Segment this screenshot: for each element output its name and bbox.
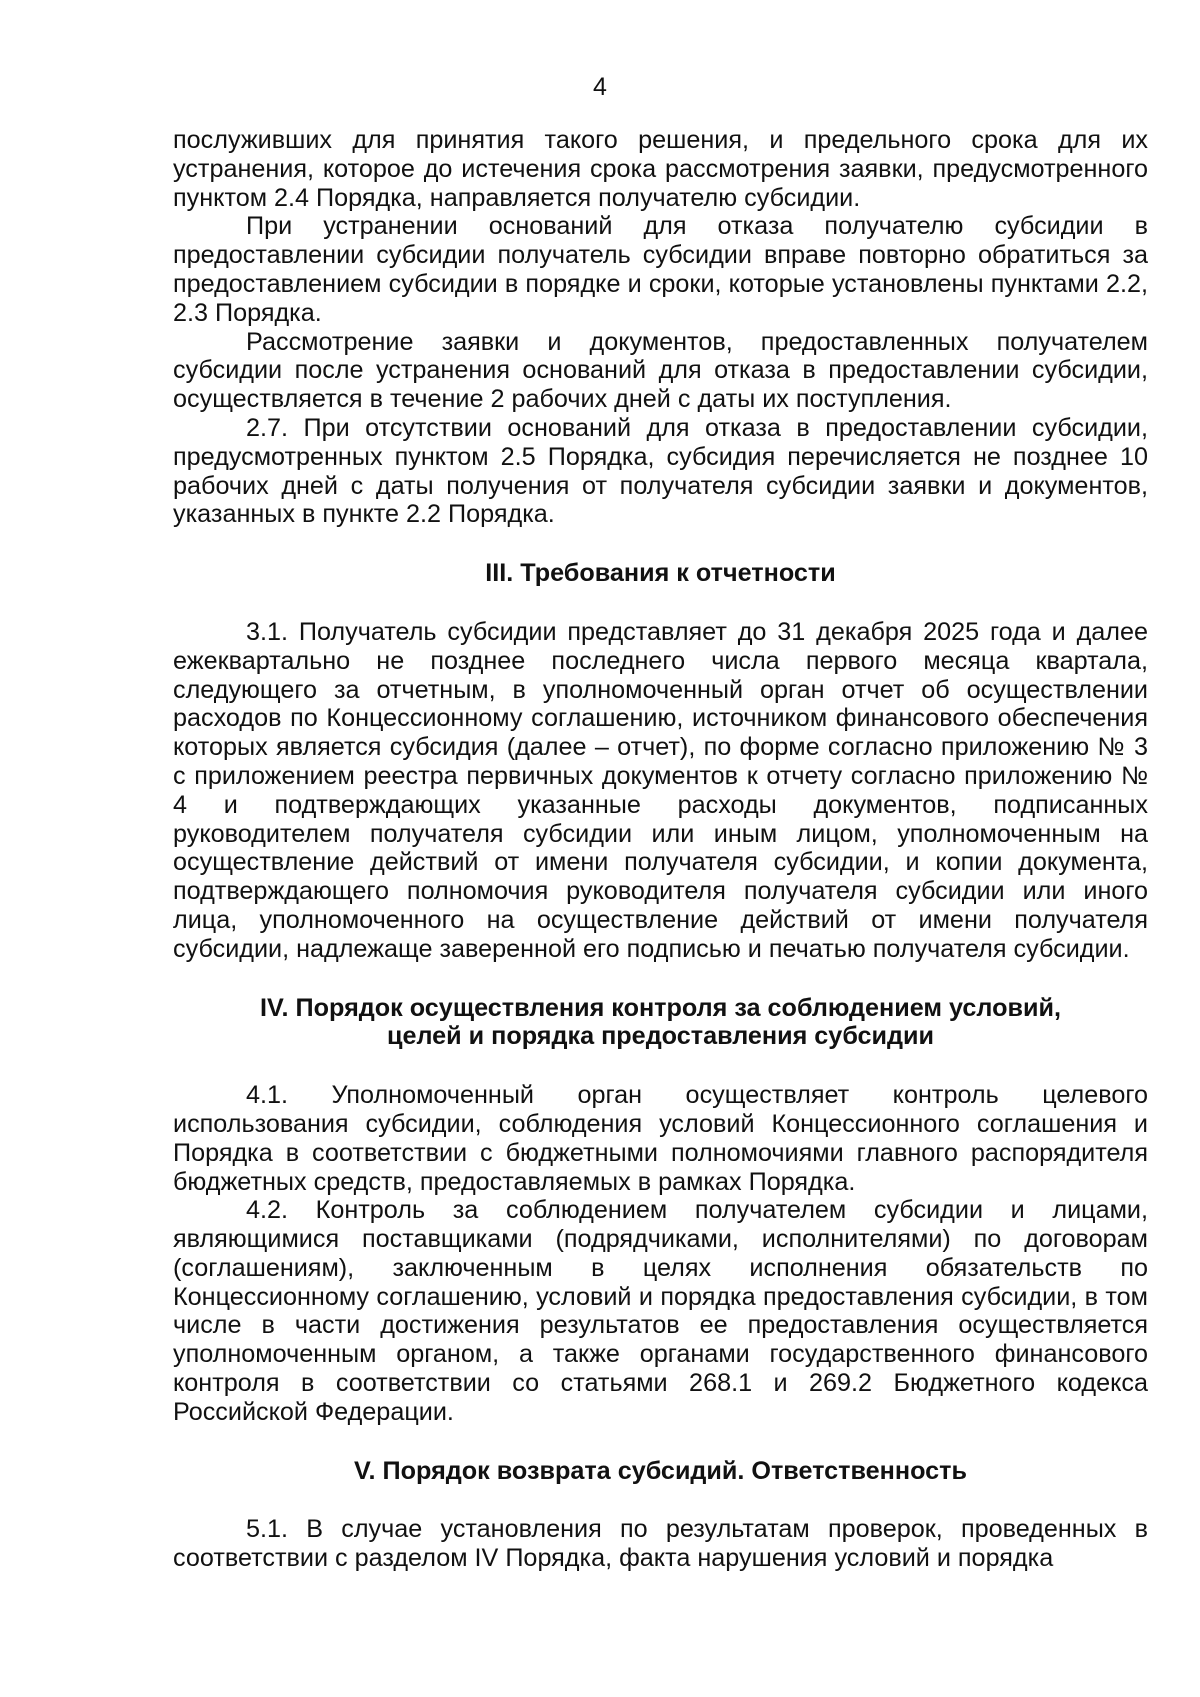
paragraph-4-2: 4.2. Контроль за соблюдением получателем субсидии и лицами, являющимися поставщиками (подрядчиками, исполнителями) по договорам (соглашениям), заключенным в целях исполнения обязательств по Концессионному соглашению, условий и порядка предоставления субсидии, в том числе в части достижения результатов ее предоставления осуществляется уполномоченным органом, а также органами государственного финансового контроля в соответствии со статьями 268.1 и 269.2 Бюджетного кодекса Российской Федерации. bbox=[173, 1196, 1148, 1426]
paragraph-4-1: 4.1. Уполномоченный орган осуществляет контроль целевого использования субсидии, соблюдения условий Концессионного соглашения и Порядка в соответствии с бюджетными полномочиями главного распорядителя бюджетных средств, предоставляемых в рамках Порядка. bbox=[173, 1081, 1148, 1196]
paragraph-continuation: послуживших для принятия такого решения, и предельного срока для их устранения, которое до истечения срока рассмотрения заявки, предусмотренного пунктом 2.4 Порядка, направляется получателю субсидии. bbox=[173, 126, 1148, 212]
section-5-heading: V. Порядок возврата субсидий. Ответственность bbox=[354, 1456, 967, 1485]
page-number: 4 bbox=[593, 73, 607, 101]
section-4-heading bbox=[173, 994, 1148, 1052]
paragraph-3-1: 3.1. Получатель субсидии представляет до 31 декабря 2025 года и далее ежеквартально не позднее последнего числа первого месяца квартала, следующего за отчетным, в уполномоченный орган отчет об осуществлении расходов по Концессионному соглашению, источником финансового обеспечения которых является субсидия (далее – отчет), по форме согласно приложению № 3 с приложением реестра первичных документов к отчету согласно приложению № 4 и подтверждающих указанные расходы документов, подписанных руководителем получателя субсидии или иным лицом, уполномоченным на осуществление действий от имени получателя субсидии, и копии документа, подтверждающего полномочия руководителя получателя субсидии или иного лица, уполномоченного на осуществление действий от имени получателя субсидии, надлежаще заверенной его подписью и печатью получателя субсидии. bbox=[173, 617, 1148, 963]
paragraph-review-period: Рассмотрение заявки и документов, предоставленных получателем субсидии после устранения оснований для отказа в предоставлении субсидии, осуществляется в течение 2 рабочих дней с даты их поступления. bbox=[173, 327, 1148, 414]
document-body bbox=[173, 126, 1148, 1573]
paragraph-resubmission: При устранении оснований для отказа получателю субсидии в предоставлении субсидии получатель субсидии вправе повторно обратиться за предоставлением субсидии в порядке и сроки, которые установлены пунктами 2.2, 2.3 Порядка. bbox=[173, 212, 1148, 327]
paragraph-2-7: 2.7. При отсутствии оснований для отказа в предоставлении субсидии, предусмотренных пунктом 2.5 Порядка, субсидия перечисляется не позднее 10 рабочих дней с даты получения от получателя субсидии заявки и документов, указанных в пункте 2.2 Порядка. bbox=[173, 413, 1148, 529]
paragraph-5-1: 5.1. В случае установления по результатам проверок, проведенных в соответствии с разделом IV Порядка, факта нарушения условий и порядка bbox=[173, 1515, 1148, 1573]
section-3-heading: III. Требования к отчетности bbox=[485, 559, 836, 588]
section-4-heading-line-2: целей и порядка предоставления субсидии bbox=[387, 1022, 934, 1051]
section-4-heading-line-1: IV. Порядок осуществления контроля за соблюдением условий, bbox=[260, 993, 1061, 1022]
